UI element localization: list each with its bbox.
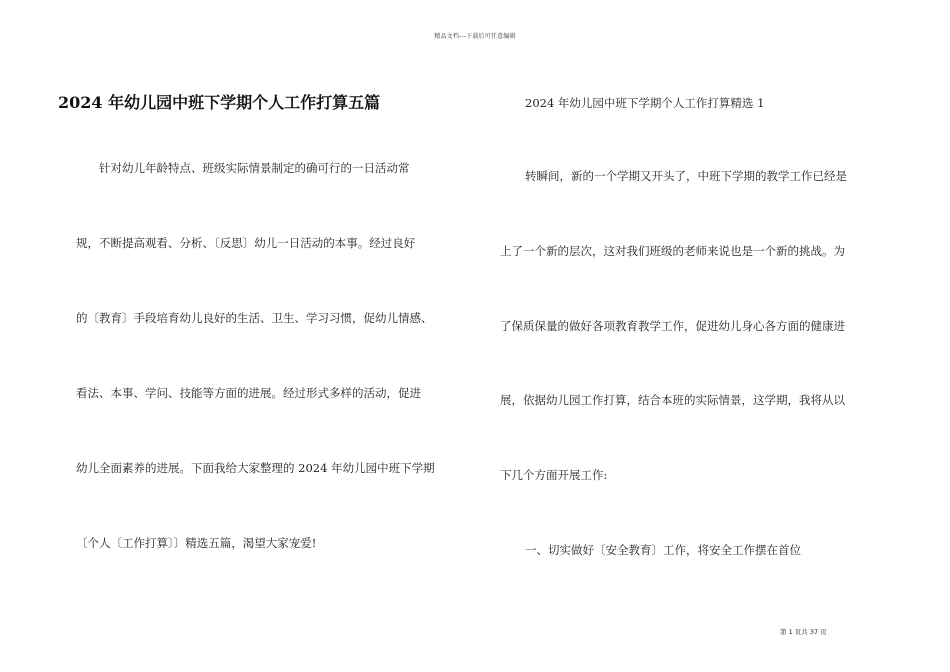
- right-line-4: 展，依据幼儿园工作打算，结合本班的实际情景，这学期，我将从以: [500, 393, 845, 407]
- right-line-3: 了保质保量的做好各项教育教学工作，促进幼儿身心各方面的健康进: [500, 319, 845, 333]
- body-line-4: 看法、本事、学问、技能等方面的进展。经过形式多样的活动，促进: [76, 386, 421, 400]
- section-subtitle: 2024 年幼儿园中班下学期个人工作打算精选 1: [525, 96, 765, 110]
- right-line-5: 下几个方面开展工作:: [500, 468, 608, 482]
- right-line-2: 上了一个新的层次，这对我们班级的老师来说也是一个新的挑战。为: [500, 244, 845, 258]
- body-line-5: 幼儿全面素养的进展。下面我给大家整理的 2024 年幼儿园中班下学期: [76, 461, 435, 475]
- header-note: 精品文档---下载后可任意编辑: [434, 33, 516, 40]
- right-line-6: 一、切实做好〔安全教育〕工作，将安全工作摆在首位: [525, 543, 801, 557]
- body-line-3: 的〔教育〕手段培育幼儿良好的生活、卫生、学习习惯，促幼儿情感、: [76, 311, 433, 325]
- body-line-6: 〔个人〔工作打算〕〕精选五篇，渴望大家宠爱!: [76, 536, 317, 550]
- body-line-2: 规，不断提高观看、分析、〔反思〕幼儿一日活动的本事。经过良好: [76, 236, 416, 250]
- body-line-1: 针对幼儿年龄特点、班级实际情景制定的确可行的一日活动常: [99, 161, 410, 175]
- document-title: 2024 年幼儿园中班下学期个人工作打算五篇: [58, 93, 381, 112]
- page-number: 第 1 页共 37 页: [780, 628, 827, 636]
- right-line-1: 转瞬间，新的一个学期又开头了，中班下学期的教学工作已经是: [525, 169, 847, 183]
